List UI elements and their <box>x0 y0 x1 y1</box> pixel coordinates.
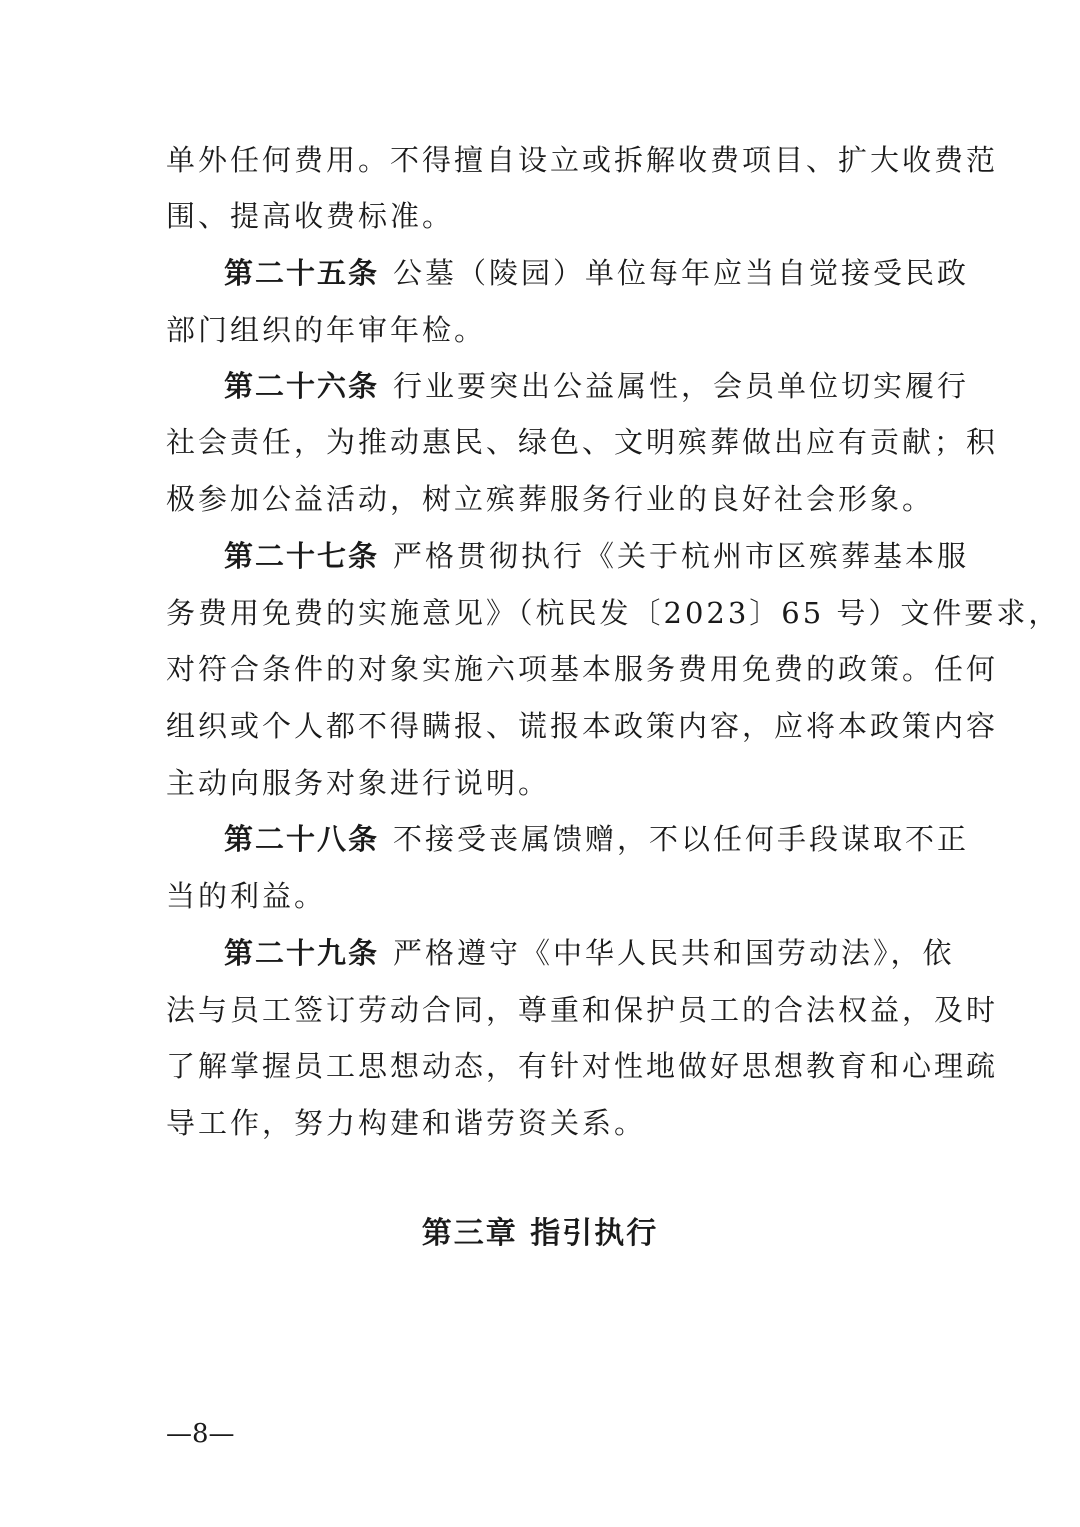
chapter-heading: 第三章 指引执行 <box>421 1216 659 1251</box>
body-text-line: 单外任何费用。不得擅自设立或拆解收费项目、扩大收费范 <box>166 143 999 177</box>
body-text-line: 对符合条件的对象实施六项基本服务费用免费的政策。任何 <box>166 652 999 686</box>
article-number: 第二十五条 <box>224 256 380 290</box>
body-text-line: 当的利益。 <box>166 879 327 913</box>
article-number: 第二十九条 <box>224 936 380 970</box>
body-text-line: 了解掌握员工思想动态，有针对性地做好思想教育和心理疏 <box>166 1049 999 1083</box>
article-number: 第二十六条 <box>224 369 380 403</box>
page-number: —8— <box>166 1419 235 1449</box>
article-28-first-line: 第二十八条 不接受丧属馈赠，不以任何手段谋取不正 <box>224 822 970 856</box>
body-text-line: 围、提高收费标准。 <box>166 199 455 233</box>
body-text-line: 极参加公益活动，树立殡葬服务行业的良好社会形象。 <box>166 482 935 516</box>
body-text-line: 部门组织的年审年检。 <box>166 313 487 347</box>
article-26-first-line: 第二十六条 行业要突出公益属性，会员单位切实履行 <box>224 369 970 403</box>
body-text-line: 组织或个人都不得瞒报、谎报本政策内容，应将本政策内容 <box>166 709 999 743</box>
article-27-first-line: 第二十七条 严格贯彻执行《关于杭州市区殡葬基本服 <box>224 539 970 573</box>
article-number: 第二十八条 <box>224 822 380 856</box>
article-29-first-line: 第二十九条 严格遵守《中华人民共和国劳动法》，依 <box>224 936 955 970</box>
body-text-line: 社会责任，为推动惠民、绿色、文明殡葬做出应有贡献；积 <box>166 425 999 459</box>
body-text-line: 主动向服务对象进行说明。 <box>166 766 551 800</box>
article-25-first-line: 第二十五条 公墓（陵园）单位每年应当自觉接受民政 <box>224 256 970 290</box>
body-text-line: 导工作，努力构建和谐劳资关系。 <box>166 1106 647 1140</box>
body-text-line: 法与员工签订劳动合同，尊重和保护员工的合法权益，及时 <box>166 993 999 1027</box>
article-number: 第二十七条 <box>224 539 380 573</box>
body-text-line: 务费用免费的实施意见》（杭民发〔2023〕65 号）文件要求， <box>166 596 1061 630</box>
